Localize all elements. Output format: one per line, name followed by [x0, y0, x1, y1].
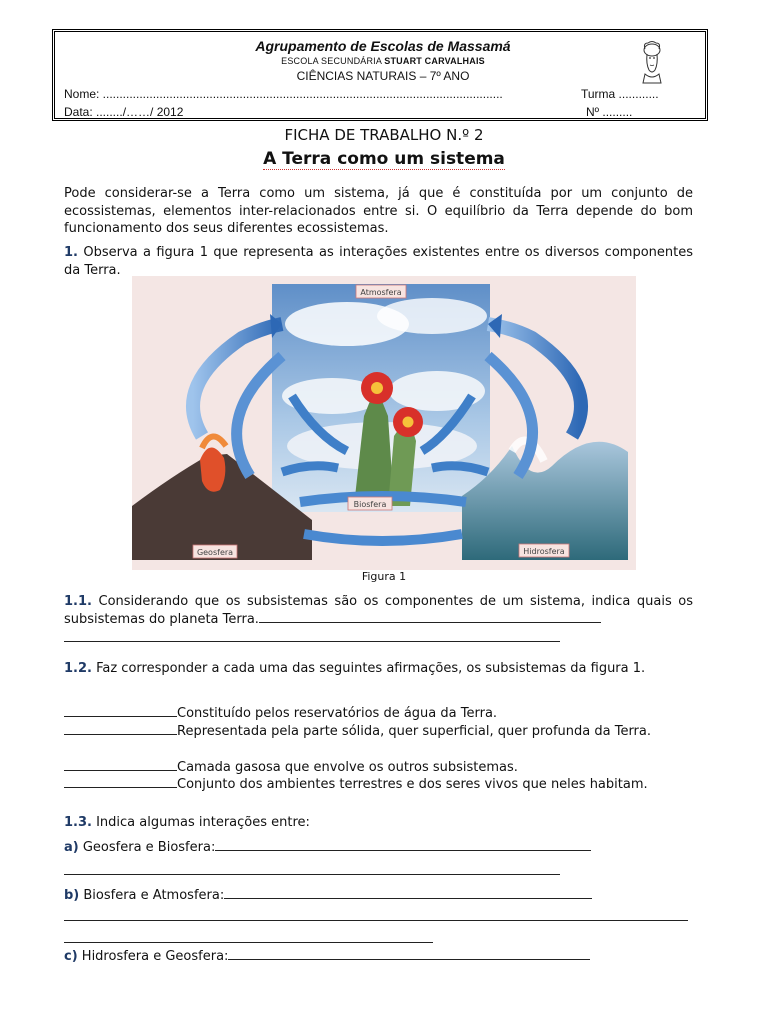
main-title: A Terra como um sistema	[263, 149, 505, 169]
number-field[interactable]: Nº .........	[586, 105, 633, 119]
answer-line[interactable]	[64, 641, 560, 642]
turma-field[interactable]: Turma ............	[581, 87, 659, 101]
question-1: 1. Observa a figura 1 que representa as interações existentes entre os diversos componentes da Terra.	[64, 245, 693, 278]
school-name: Agrupamento de Escolas de Massamá	[255, 38, 511, 54]
answer-line[interactable]	[64, 874, 560, 875]
header-box	[52, 29, 708, 121]
earth-system-figure	[132, 276, 636, 570]
pair-c: c) Hidrosfera e Geosfera:	[64, 948, 693, 966]
svg-text:Atmosfera: Atmosfera	[360, 288, 402, 297]
name-field[interactable]: Nome: ........................................................................................................................	[64, 87, 503, 101]
answer-line[interactable]	[224, 887, 592, 899]
subject-label: CIÊNCIAS NATURAIS – 7º ANO	[296, 69, 470, 83]
answer-line[interactable]	[64, 942, 433, 943]
question-1-2: 1.2. Faz corresponder a cada uma das seguintes afirmações, os subsistemas da figura 1.	[64, 661, 646, 676]
answer-line[interactable]	[259, 611, 601, 623]
statement-item: Conjunto dos ambientes terrestres e dos seres vivos que neles habitam.	[64, 776, 693, 794]
biosfera-label	[348, 497, 392, 510]
statement-item: Camada gasosa que envolve os outros subsistemas.	[64, 759, 693, 777]
svg-text:Biosfera: Biosfera	[353, 500, 387, 509]
answer-line[interactable]	[64, 920, 688, 921]
question-1-1: 1.1. Considerando que os subsistemas são os componentes de um sistema, indica quais os subsistemas do planeta Terra.	[64, 594, 693, 627]
geosfera-label	[193, 545, 237, 558]
answer-line[interactable]	[228, 948, 590, 960]
answer-blank[interactable]	[64, 776, 177, 788]
svg-text:Hidrosfera: Hidrosfera	[523, 547, 565, 556]
pair-b: b) Biosfera e Atmosfera:	[64, 887, 693, 905]
pair-a: a) Geosfera e Biosfera:	[64, 839, 693, 857]
statement-item: Representada pela parte sólida, quer superficial, quer profunda da Terra.	[64, 723, 693, 741]
figure-caption: Figura 1	[361, 570, 407, 583]
atmosfera-label	[356, 285, 406, 298]
answer-blank[interactable]	[64, 759, 177, 771]
school-subtitle: ESCOLA SECUNDÁRIA STUART CARVALHAIS	[281, 56, 485, 66]
answer-blank[interactable]	[64, 705, 177, 717]
answer-blank[interactable]	[64, 723, 177, 735]
worksheet-title: FICHA DE TRABALHO N.º 2	[284, 126, 484, 144]
svg-text:Geosfera: Geosfera	[196, 548, 234, 557]
portrait-icon	[639, 40, 665, 84]
question-1-3: 1.3. Indica algumas interações entre:	[64, 815, 310, 830]
intro-paragraph: Pode considerar-se a Terra como um sistema, já que é constituída por um conjunto de ecossistemas, elementos inter-relacionados entre si. O equilíbrio da Terra depende do bom funcionamento dos seus diferentes ecossistemas.	[64, 186, 693, 236]
date-field[interactable]: Data: ......../……/ 2012	[64, 105, 184, 119]
answer-line[interactable]	[215, 839, 591, 851]
hidrosfera-label	[519, 544, 569, 557]
statement-item: Constituído pelos reservatórios de água da Terra.	[64, 705, 693, 723]
